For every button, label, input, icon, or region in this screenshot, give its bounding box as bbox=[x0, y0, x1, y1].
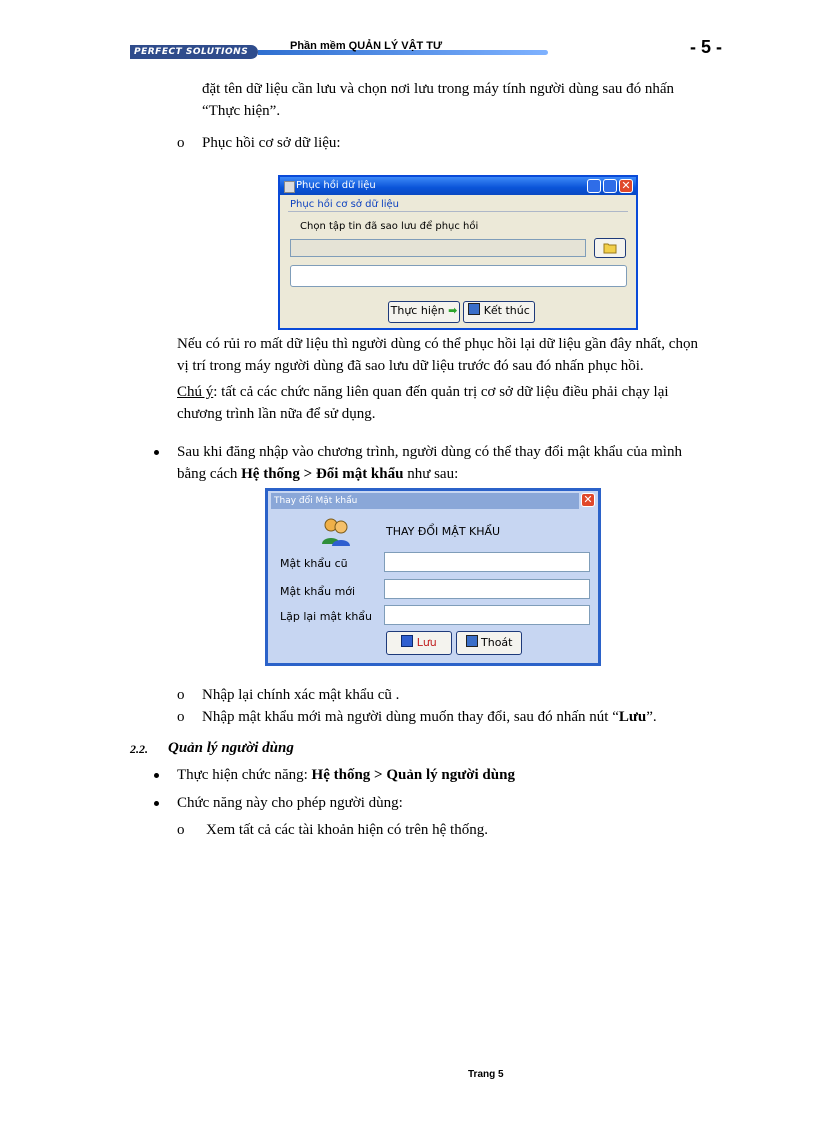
close-icon[interactable]: ✕ bbox=[619, 179, 633, 193]
func-line bbox=[177, 764, 515, 786]
pw-item1: Nhập lại chính xác mật khẩu cũ . bbox=[202, 687, 400, 703]
old-password-label: Mật khẩu cũ bbox=[280, 557, 348, 570]
restore-instruction: Chọn tập tin đã sao lưu để phục hồi bbox=[300, 221, 479, 232]
exit-label: Thoát bbox=[481, 636, 513, 649]
password-dialog-titlebar bbox=[271, 493, 579, 509]
bullet-o: o bbox=[177, 709, 185, 725]
pw-line2-bold: Hệ thống > Đổi mật khẩu bbox=[241, 466, 404, 482]
pw-para-line2 bbox=[177, 463, 458, 485]
restore-status-field bbox=[290, 265, 627, 287]
password-dialog-title: Thay đổi Mật khẩu bbox=[274, 496, 358, 506]
note-label: Chú ý bbox=[177, 384, 214, 400]
allow-line: Chức năng này cho phép người dùng: bbox=[177, 795, 403, 811]
password-dialog-heading: THAY ĐỔI MẬT KHẨU bbox=[386, 525, 501, 538]
close-icon[interactable]: ✕ bbox=[581, 493, 595, 507]
save-button[interactable] bbox=[386, 631, 452, 655]
restore-para-line2: vị trí trong máy người dùng đã sao lưu dữ liệu trước đó sau đó nhấn phục hồi. bbox=[177, 358, 644, 374]
arrow-right-icon: ➡ bbox=[448, 304, 458, 317]
execute-button[interactable] bbox=[388, 301, 460, 323]
pw-item2-pre: Nhập mật khẩu mới mà người dùng muốn thay đổi, sau đó nhấn nút “ bbox=[202, 709, 619, 725]
bullet-o: o bbox=[177, 687, 185, 703]
restore-dialog bbox=[278, 175, 638, 330]
pw-item2-post: ”. bbox=[646, 709, 657, 725]
bullet-dot bbox=[154, 450, 159, 455]
repeat-password-input[interactable] bbox=[384, 605, 590, 625]
repeat-password-label: Lặp lại mật khẩu bbox=[280, 610, 373, 623]
app-icon bbox=[284, 181, 295, 193]
bullet-o: o bbox=[177, 135, 185, 151]
func-pre: Thực hiện chức năng: bbox=[177, 767, 312, 783]
exit-button[interactable] bbox=[456, 631, 522, 655]
note-text: : tất cả các chức năng liên quan đến quản trị cơ sở dữ liệu điều phải chạy lại bbox=[213, 384, 669, 400]
execute-label: Thực hiện bbox=[390, 304, 445, 317]
bullet-dot bbox=[154, 801, 159, 806]
floppy-icon bbox=[401, 635, 413, 647]
old-password-input[interactable] bbox=[384, 552, 590, 572]
browse-folder-button[interactable] bbox=[594, 238, 626, 258]
section-number: 2.2. bbox=[130, 742, 148, 756]
header-title: Phần mềm QUẢN LÝ VẬT TƯ bbox=[290, 40, 443, 52]
restore-para-line1: Nếu có rủi ro mất dữ liệu thì người dùng có thể phục hồi lại dữ liệu gần đây nhất, chọn bbox=[177, 336, 698, 352]
note-line1 bbox=[177, 381, 669, 403]
new-password-input[interactable] bbox=[384, 579, 590, 599]
pw-line2-post: như sau: bbox=[403, 466, 459, 482]
restore-dialog-title: Phục hồi dữ liệu bbox=[296, 180, 376, 191]
bullet-o: o bbox=[177, 822, 185, 838]
exit-door-icon bbox=[468, 303, 480, 315]
backup-file-path-input[interactable] bbox=[290, 239, 586, 257]
pw-item2-bold: Lưu bbox=[618, 709, 647, 725]
func-bold: Hệ thống > Quản lý người dùng bbox=[311, 767, 515, 783]
restore-group-label: Phục hồi cơ sở dữ liệu bbox=[290, 199, 400, 210]
password-dialog bbox=[265, 488, 601, 666]
header-page-number: - 5 - bbox=[690, 37, 723, 57]
view-item: Xem tất cả các tài khoản hiện có trên hệ thống. bbox=[206, 822, 488, 838]
para1-line2: “Thực hiện”. bbox=[202, 103, 281, 119]
pw-item2 bbox=[202, 706, 657, 728]
finish-label: Kết thúc bbox=[483, 304, 530, 317]
new-password-label: Mật khẩu mới bbox=[280, 585, 356, 598]
restore-dialog-titlebar bbox=[280, 177, 636, 195]
company-logo: PERFECT SOLUTIONS bbox=[130, 45, 258, 59]
minimize-icon[interactable] bbox=[587, 179, 601, 193]
para1-line1: đặt tên dữ liệu cần lưu và chọn nơi lưu trong máy tính người dùng sau đó nhấn bbox=[202, 81, 675, 97]
footer-page: Trang 5 bbox=[468, 1069, 504, 1080]
users-icon bbox=[320, 516, 352, 546]
group-divider bbox=[288, 211, 628, 212]
pw-para-line1: Sau khi đăng nhập vào chương trình, người dùng có thể thay đổi mật khẩu của mình bbox=[177, 444, 682, 460]
folder-icon bbox=[603, 242, 617, 254]
note-line2: chương trình lần nữa để sử dụng. bbox=[177, 406, 376, 422]
save-label: Lưu bbox=[416, 636, 437, 649]
section-title: Quản lý người dùng bbox=[168, 740, 294, 756]
bullet-dot bbox=[154, 773, 159, 778]
maximize-icon[interactable] bbox=[603, 179, 617, 193]
finish-button[interactable] bbox=[463, 301, 535, 323]
exit-door-icon bbox=[466, 635, 478, 647]
restore-heading: Phục hồi cơ sở dữ liệu: bbox=[202, 135, 341, 151]
pw-line2-pre: bằng cách bbox=[177, 466, 242, 482]
